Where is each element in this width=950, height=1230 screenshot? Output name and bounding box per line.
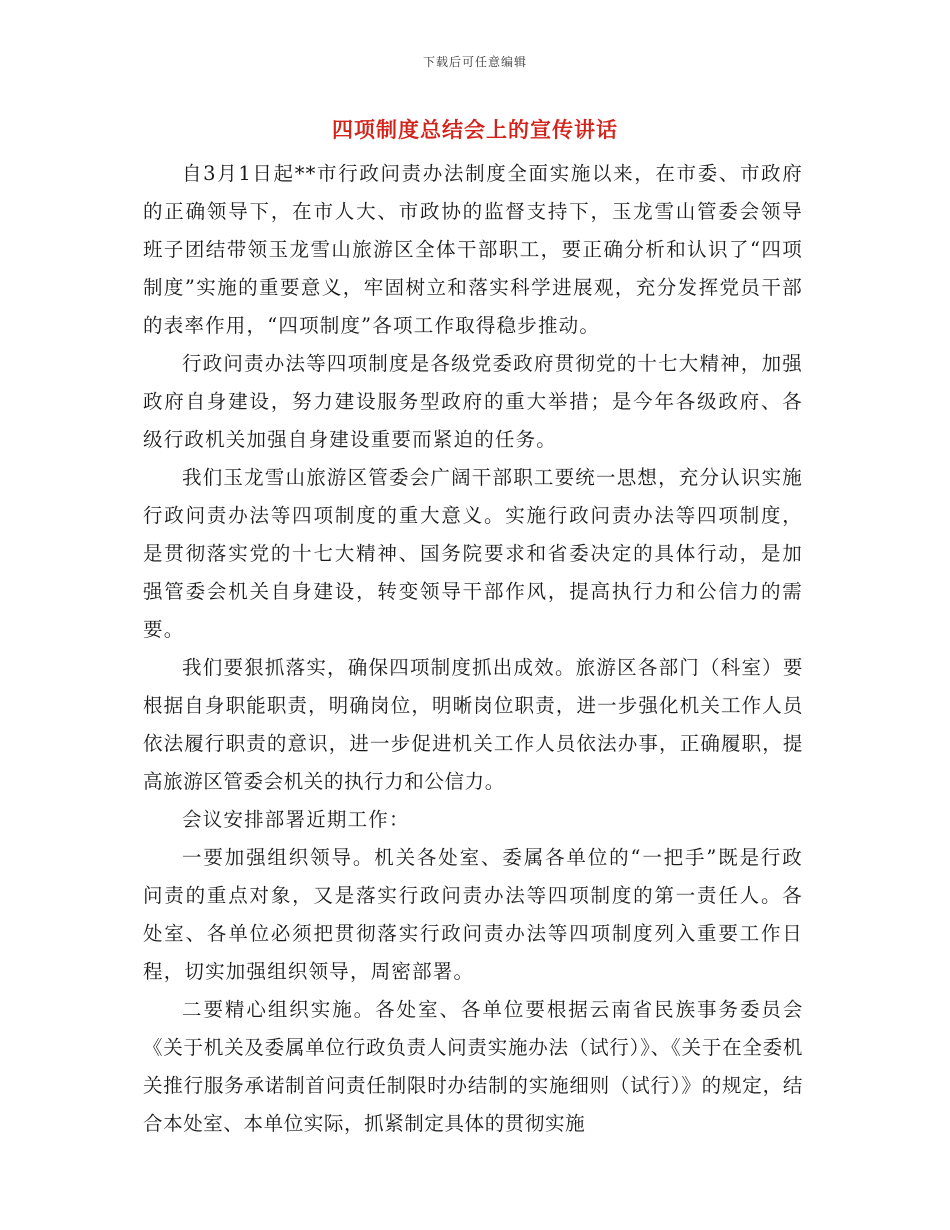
paragraph-2: 行政问责办法等四项制度是各级党委政府贯彻党的十七大精神，加强政府自身建设，努力建设服务型政府的重大举措；是今年各级政府、各级行政机关加强自身建设重要而紧迫的任务。 xyxy=(143,352,804,451)
page-header: 下载后可任意编辑 xyxy=(422,55,527,69)
paragraph-5: 会议安排部署近期工作： xyxy=(182,808,410,831)
document-title: 四项制度总结会上的宣传讲话 xyxy=(332,117,618,142)
paragraph-4: 我们要狠抓落实，确保四项制度抓出成效。旅游区各部门（科室）要根据自身职能职责，明确岗位，明晰岗位职责，进一步强化机关工作人员依法履行职责的意识，进一步促进机关工作人员依法办事，正确履职，提高旅游区管委会机关的执行力和公信力。 xyxy=(143,656,803,793)
paragraph-3: 我们玉龙雪山旅游区管委会广阔干部职工要统一思想，充分认识实施行政问责办法等四项制度的重大意义。实施行政问责办法等四项制度，是贯彻落实党的十七大精神、国务院要求和省委决定的具体行动，是加强管委会机关自身建设，转变领导干部作风，提高执行力和公信力的需要。 xyxy=(143,466,804,641)
paragraph-6: 一要加强组织领导。机关各处室、委属各单位的“一把手”既是行政问责的重点对象，又是落实行政问责办法等四项制度的第一责任人。各处室、各单位必须把贯彻落实行政问责办法等四项制度列入重要工作日程，切实加强组织领导，周密部署。 xyxy=(143,846,803,983)
paragraph-1: 自3月1日起**市行政问责办法制度全面实施以来，在市委、市政府的正确领导下，在市人大、市政协的监督支持下，玉龙雪山管委会领导班子团结带领玉龙雪山旅游区全体干部职工，要正确分析和认识了“四项制度”实施的重要意义，牢固树立和落实科学进展观，充分发挥党员干部的表率作用，“四项制度”各项工作取得稳步推动。 xyxy=(143,162,803,337)
paragraph-7: 二要精心组织实施。各处室、各单位要根据云南省民族事务委员会《关于机关及委属单位行政负责人问责实施办法（试行）》、《关于在全委机关推行服务承诺制首问责任制限时办结制的实施细则（试行）》的规定，结合本处室、本单位实际，抓紧制定具体的贯彻实施 xyxy=(143,998,803,1135)
document-body xyxy=(143,155,803,1143)
